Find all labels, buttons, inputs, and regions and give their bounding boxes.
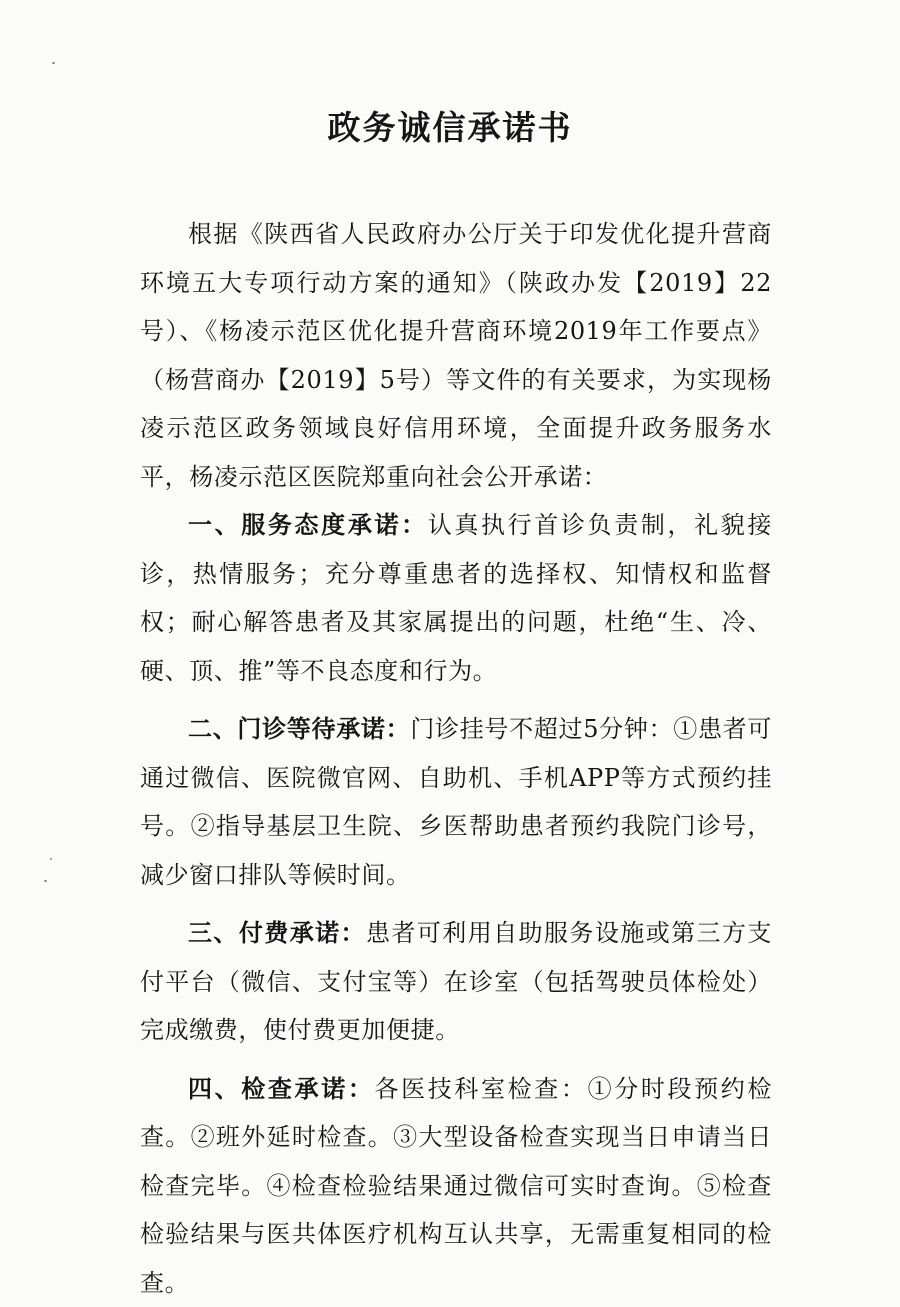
section-examination — [140, 1065, 772, 1307]
document-body — [140, 210, 772, 1307]
section-outpatient-waiting — [140, 705, 772, 899]
document-title: 政务诚信承诺书 — [0, 106, 900, 150]
scan-speck — [50, 858, 52, 860]
section-text: 患者可利用自助服务设施或第三方支付平台（微信、支付宝等）在诊室（包括驾驶员体检处）完成缴费，使付费更加便捷。 — [140, 919, 772, 1044]
section-payment — [140, 909, 772, 1055]
section-text: 门诊挂号不超过5分钟：①患者可通过微信、医院微官网、自助机、手机APP等方式预约挂号。②指导基层卫生院、乡医帮助患者预约我院门诊号，减少窗口排队等候时间。 — [140, 715, 772, 889]
section-text: 认真执行首诊负责制，礼貌接诊，热情服务；充分尊重患者的选择权、知情权和监督权；耐心解答患者及其家属提出的问题，杜绝“生、冷、硬、顶、推”等不良态度和行为。 — [140, 511, 772, 685]
intro-paragraph: 根据《陕西省人民政府办公厅关于印发优化提升营商环境五大专项行动方案的通知》（陕政办发【2019】22号）、《杨凌示范区优化提升营商环境2019年工作要点》（杨营商办【2019】5号）等文件的有关要求，为实现杨凌示范区政务领域良好信用环境，全面提升政务服务水平，杨凌示范区医院郑重向社会公开承诺： — [140, 210, 772, 501]
section-service-attitude — [140, 501, 772, 695]
section-text: 各医技科室检查：①分时段预约检查。②班外延时检查。③大型设备检查实现当日申请当日检查完毕。④检查检验结果通过微信可实时查询。⑤检查检验结果与医共体医疗机构互认共享，无需重复相同的检查。 — [140, 1075, 772, 1297]
section-heading: 二、门诊等待承诺： — [188, 714, 410, 743]
section-heading: 一、服务态度承诺： — [188, 510, 428, 539]
scan-speck — [44, 880, 47, 882]
section-heading: 三、付费承诺： — [188, 918, 366, 947]
scan-speck — [52, 62, 55, 64]
section-heading: 四、检查承诺： — [188, 1074, 374, 1103]
